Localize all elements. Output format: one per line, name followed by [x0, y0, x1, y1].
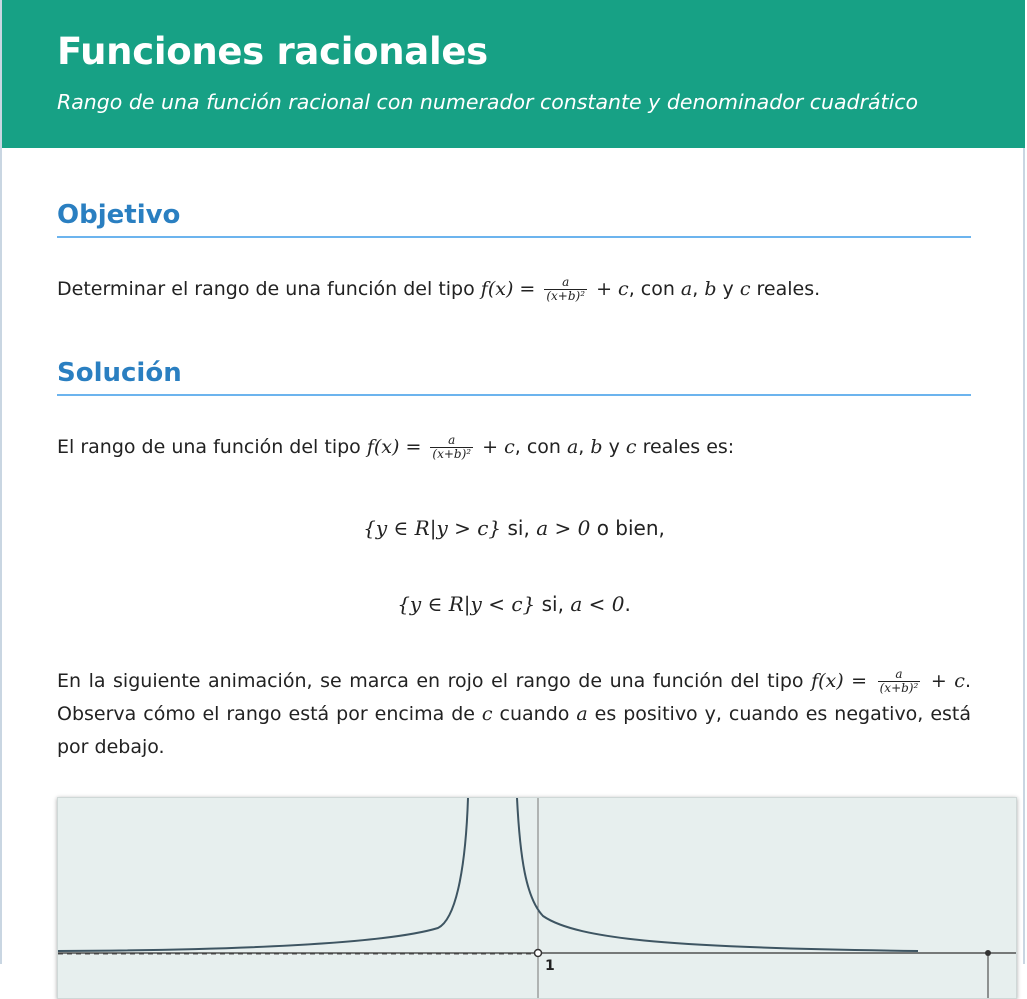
word-y: y: [602, 436, 626, 458]
heading-solucion: Solución: [57, 358, 971, 396]
function-fraction: [544, 276, 587, 303]
range-cond-positive: a > 0: [536, 516, 591, 540]
solucion-con: , con: [514, 436, 567, 458]
function-fraction: [878, 668, 921, 695]
var-c: c: [739, 278, 751, 300]
curve-left-branch: [58, 798, 468, 951]
range-si: si,: [535, 592, 571, 616]
fraction-numerator: a: [878, 668, 921, 682]
anim-text-3: cuando: [492, 703, 577, 725]
heading-objetivo: Objetivo: [57, 200, 971, 238]
range-tail: o bien,: [590, 516, 665, 540]
graph-canvas: [58, 798, 1016, 998]
var-b: b: [590, 436, 603, 458]
range-set-positive: {y ∈ R|y > c}: [363, 516, 502, 540]
function-plus-c: + c: [590, 278, 629, 300]
function-lhs: f(x) =: [366, 436, 428, 458]
fraction-denominator: (x+b)²: [432, 447, 472, 461]
objetivo-paragraph: [57, 273, 971, 306]
fraction-denominator: (x+b)²: [879, 681, 919, 695]
function-animation-graph[interactable]: [57, 797, 1017, 999]
function-plus-c: + c: [923, 670, 965, 692]
function-plus-c: + c: [476, 436, 515, 458]
fraction-numerator: a: [544, 276, 587, 290]
page-subtitle: Rango de una función racional con numerador constante y denominador cuadrático: [57, 90, 919, 114]
var-c: c: [625, 436, 637, 458]
curve-right-branch: [517, 798, 918, 951]
var-a: a: [680, 278, 693, 300]
range-case-positive: [57, 512, 971, 545]
solucion-paragraph: [57, 431, 971, 464]
range-case-negative: [57, 588, 971, 621]
objetivo-text-after: reales.: [750, 278, 821, 300]
solucion-text-after: reales es:: [636, 436, 735, 458]
function-lhs: f(x) =: [811, 670, 875, 692]
solucion-text-before: El rango de una función del tipo: [57, 436, 367, 458]
fraction-numerator: a: [430, 434, 473, 448]
range-cond-negative: a < 0: [570, 592, 625, 616]
objetivo-con: , con: [628, 278, 681, 300]
range-set-negative: {y ∈ R|y < c}: [397, 592, 536, 616]
anim-text-1: En la siguiente animación, se marca en rojo el rango de una función del tipo: [57, 670, 812, 692]
origin-point[interactable]: [535, 950, 542, 957]
var-a: a: [576, 703, 588, 725]
var-a: a: [566, 436, 579, 458]
function-lhs: f(x) =: [480, 278, 542, 300]
word-y: y: [716, 278, 740, 300]
animation-paragraph: [57, 665, 971, 764]
comma: ,: [692, 278, 705, 300]
var-c: c: [481, 703, 493, 725]
anim-text-4: es positivo y, cuando es negativo, está por debajo.: [57, 703, 971, 758]
comma: ,: [578, 436, 591, 458]
page-title: Funciones racionales: [57, 30, 488, 73]
var-b: b: [704, 278, 717, 300]
range-tail: .: [624, 592, 631, 616]
function-fraction: [430, 434, 473, 461]
range-si: si,: [501, 516, 537, 540]
objetivo-text-before: Determinar el rango de una función del tipo: [57, 278, 481, 300]
axis-tick-label: 1: [545, 958, 555, 974]
fraction-denominator: (x+b)²: [546, 289, 586, 303]
page-header: [2, 0, 1025, 148]
anim-text-2: . Observa cómo el rango está por encima de: [57, 670, 971, 725]
